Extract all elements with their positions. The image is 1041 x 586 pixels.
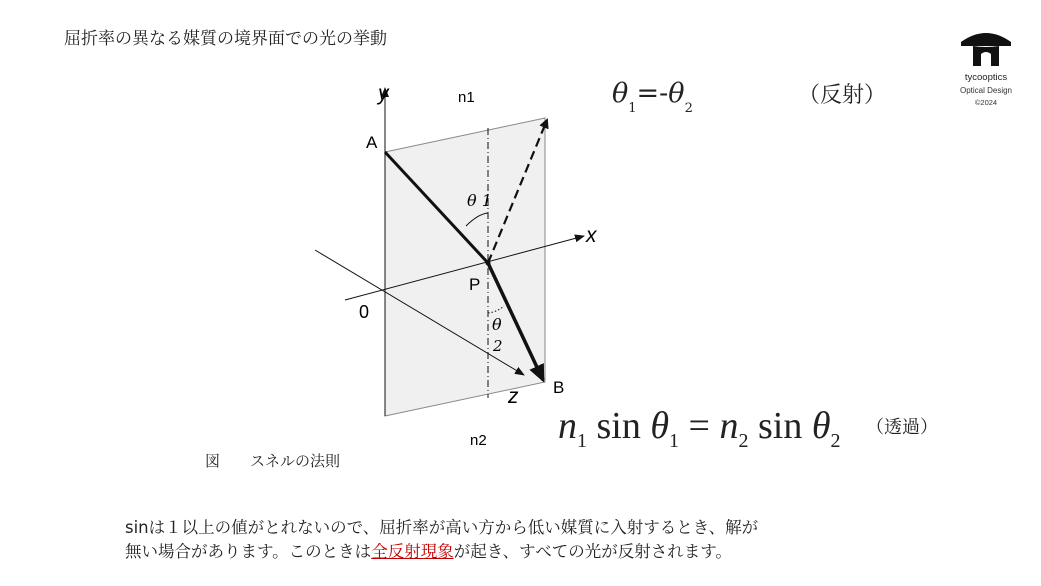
reflection-equation (612, 78, 693, 116)
figure-label: 図 (205, 452, 221, 470)
figure-caption-text: スネルの法則 (250, 452, 341, 470)
snell-theta2-sub: 2 (830, 430, 841, 452)
note-line-2 (125, 540, 758, 564)
reflect-rhs: θ (668, 78, 685, 109)
snell-n1-sub: 1 (577, 430, 587, 452)
reflect-lhs-sub: 1 (628, 101, 637, 116)
theta2-label: θ (492, 315, 502, 334)
reflect-op: =- (636, 78, 669, 109)
note-line-2-post: が起き、すべての光が反射されます。 (453, 542, 732, 561)
total-reflection-link[interactable]: 全反射現象 (371, 542, 454, 561)
logo-brand: tycooptics (964, 72, 1008, 83)
origin-label: 0 (359, 302, 370, 322)
reflection-label: （反射） (798, 83, 887, 108)
note-line-1: sinは１以上の値がとれないので、屈折率が高い方から低い媒質に入射するとき、解が (125, 518, 759, 537)
snell-theta1-sub: 1 (669, 430, 680, 452)
medium-n2-label: n2 (470, 432, 487, 449)
explanation-note (125, 516, 758, 564)
medium-n1-label: n1 (458, 89, 475, 106)
reflect-rhs-sub: 2 (684, 101, 693, 116)
snell-eq: = (679, 405, 720, 447)
snell-n1: n (558, 405, 577, 447)
snell-n2: n (719, 405, 739, 447)
snell-theta2: θ (811, 405, 831, 447)
y-axis-label: y (378, 82, 389, 105)
snell-sin2: sin (748, 405, 812, 447)
boundary-plane (385, 118, 545, 416)
theta1-label: θ 1 (467, 191, 492, 210)
logo-subtitle: Optical Design (959, 86, 1013, 95)
snell-equation (558, 404, 841, 452)
point-p-label: P (469, 275, 481, 294)
x-axis-label: x (586, 224, 597, 247)
transmission-label: （透過） (866, 417, 938, 438)
slide-title: 屈折率の異なる媒質の境界面での光の挙動 (64, 29, 387, 49)
snell-sin1: sin (587, 405, 651, 447)
theta2-num-label: 2 (493, 337, 503, 355)
point-b-label: B (553, 378, 565, 397)
z-axis-label: z (508, 385, 519, 408)
point-a-label: A (366, 133, 378, 152)
snell-theta1: θ (650, 405, 670, 447)
note-line-2-pre: 無い場合があります。このときは (125, 542, 372, 561)
figure-caption (205, 450, 340, 471)
reflect-lhs: θ (612, 78, 629, 109)
logo-copyright: ©2024 (974, 98, 998, 107)
snell-n2-sub: 2 (738, 430, 749, 452)
point-p-marker (486, 261, 491, 266)
